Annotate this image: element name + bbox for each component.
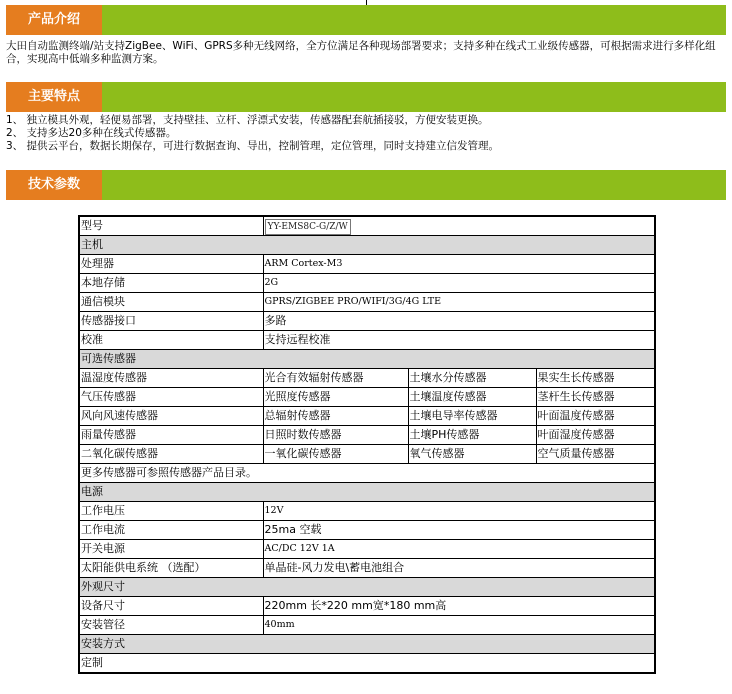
row-label: 校准 (79, 331, 263, 350)
sensor-cell: 叶面温度传感器 (536, 407, 655, 426)
sensor-cell: 茎杆生长传感器 (536, 388, 655, 407)
sensor-row (79, 445, 655, 464)
section-header-intro (6, 5, 726, 35)
row-value: 2G (263, 274, 655, 293)
row-label: 传感器接口 (79, 312, 263, 331)
section-tab-specs: 技术参数 (6, 170, 102, 200)
sensor-row (79, 407, 655, 426)
table-row (79, 216, 655, 236)
category-row-power (79, 483, 655, 502)
feature-item: 3、 提供云平台，数据长期保存，可进行数据查询、导出，控制管理，定位管理，同时支持建立信发管理。 (6, 140, 500, 152)
row-value: 12V (263, 502, 655, 521)
table-row (79, 255, 655, 274)
category-title: 可选传感器 (79, 350, 655, 369)
model-field[interactable]: YY-EMS8C-G/Z/W (265, 219, 351, 235)
sensor-row (79, 369, 655, 388)
row-value: 40mm (263, 616, 655, 635)
category-title: 安装方式 (79, 635, 655, 654)
sensor-cell: 雨量传感器 (79, 426, 263, 445)
spec-table (78, 215, 656, 674)
row-label: 设备尺寸 (79, 597, 263, 616)
row-value: 220mm 长*220 mm宽*180 mm高 (263, 597, 655, 616)
sensor-cell: 土壤温度传感器 (408, 388, 536, 407)
sensor-cell: 二氧化碳传感器 (79, 445, 263, 464)
table-row (79, 540, 655, 559)
category-row-install (79, 635, 655, 654)
sensor-cell: 土壤PH传感器 (408, 426, 536, 445)
model-label: 型号 (79, 216, 263, 236)
sensor-cell: 一氧化碳传感器 (263, 445, 408, 464)
table-row (79, 559, 655, 578)
row-label: 太阳能供电系统 （选配） (79, 559, 263, 578)
sensor-cell: 风向风速传感器 (79, 407, 263, 426)
sensor-row (79, 388, 655, 407)
category-row-host (79, 236, 655, 255)
sensor-cell: 土壤水分传感器 (408, 369, 536, 388)
row-value: 单晶硅-风力发电\蓄电池组合 (263, 559, 655, 578)
section-header-specs (6, 170, 726, 200)
sensor-cell: 温湿度传感器 (79, 369, 263, 388)
row-label: 处理器 (79, 255, 263, 274)
table-row (79, 616, 655, 635)
sensor-cell: 气压传感器 (79, 388, 263, 407)
sensor-cell: 氧气传感器 (408, 445, 536, 464)
section-tab-features: 主要特点 (6, 82, 102, 112)
table-row (79, 654, 655, 674)
row-value: GPRS/ZIGBEE PRO/WIFI/3G/4G LTE (263, 293, 655, 312)
install-value: 定制 (79, 654, 655, 674)
row-label: 通信模块 (79, 293, 263, 312)
category-row-sensors (79, 350, 655, 369)
row-label: 安装管径 (79, 616, 263, 635)
sensor-cell: 果实生长传感器 (536, 369, 655, 388)
features-list (6, 114, 728, 153)
sensor-cell: 光合有效辐射传感器 (263, 369, 408, 388)
row-value: 多路 (263, 312, 655, 331)
category-title: 主机 (79, 236, 655, 255)
row-value: 25ma 空载 (263, 521, 655, 540)
row-value: ARM Cortex-M3 (263, 255, 655, 274)
section-tab-intro: 产品介绍 (6, 5, 102, 35)
sensor-cell: 空气质量传感器 (536, 445, 655, 464)
table-row (79, 464, 655, 483)
table-row (79, 502, 655, 521)
row-label: 开关电源 (79, 540, 263, 559)
intro-text: 大田自动监测终端/站支持ZigBee、WiFi、GPRS多种无线网络，全方位满足各种现场部署要求；支持多种在线式工业级传感器，可根据需求进行多样化组合，实现高中低端多种监测方案。 (6, 40, 716, 65)
row-label: 工作电流 (79, 521, 263, 540)
table-row (79, 331, 655, 350)
table-row (79, 293, 655, 312)
section-header-features (6, 82, 726, 112)
table-row (79, 274, 655, 293)
feature-item: 1、 独立模具外观，轻便易部署，支持壁挂、立杆、浮漂式安装，传感器配套航插接驳，方便安装更换。 (6, 114, 489, 126)
sensor-note: 更多传感器可参照传感器产品目录。 (79, 464, 655, 483)
sensor-cell: 总辐射传感器 (263, 407, 408, 426)
sensor-cell: 土壤电导率传感器 (408, 407, 536, 426)
sensor-cell: 日照时数传感器 (263, 426, 408, 445)
sensor-cell: 叶面湿度传感器 (536, 426, 655, 445)
row-label: 本地存储 (79, 274, 263, 293)
row-value: 支持远程校准 (263, 331, 655, 350)
category-row-appearance (79, 578, 655, 597)
feature-item: 2、 支持多达20多种在线式传感器。 (6, 127, 177, 139)
sensor-row (79, 426, 655, 445)
category-title: 电源 (79, 483, 655, 502)
category-title: 外观尺寸 (79, 578, 655, 597)
table-row (79, 521, 655, 540)
row-label: 工作电压 (79, 502, 263, 521)
table-row (79, 312, 655, 331)
sensor-cell: 光照度传感器 (263, 388, 408, 407)
row-value: AC/DC 12V 1A (263, 540, 655, 559)
table-row (79, 597, 655, 616)
